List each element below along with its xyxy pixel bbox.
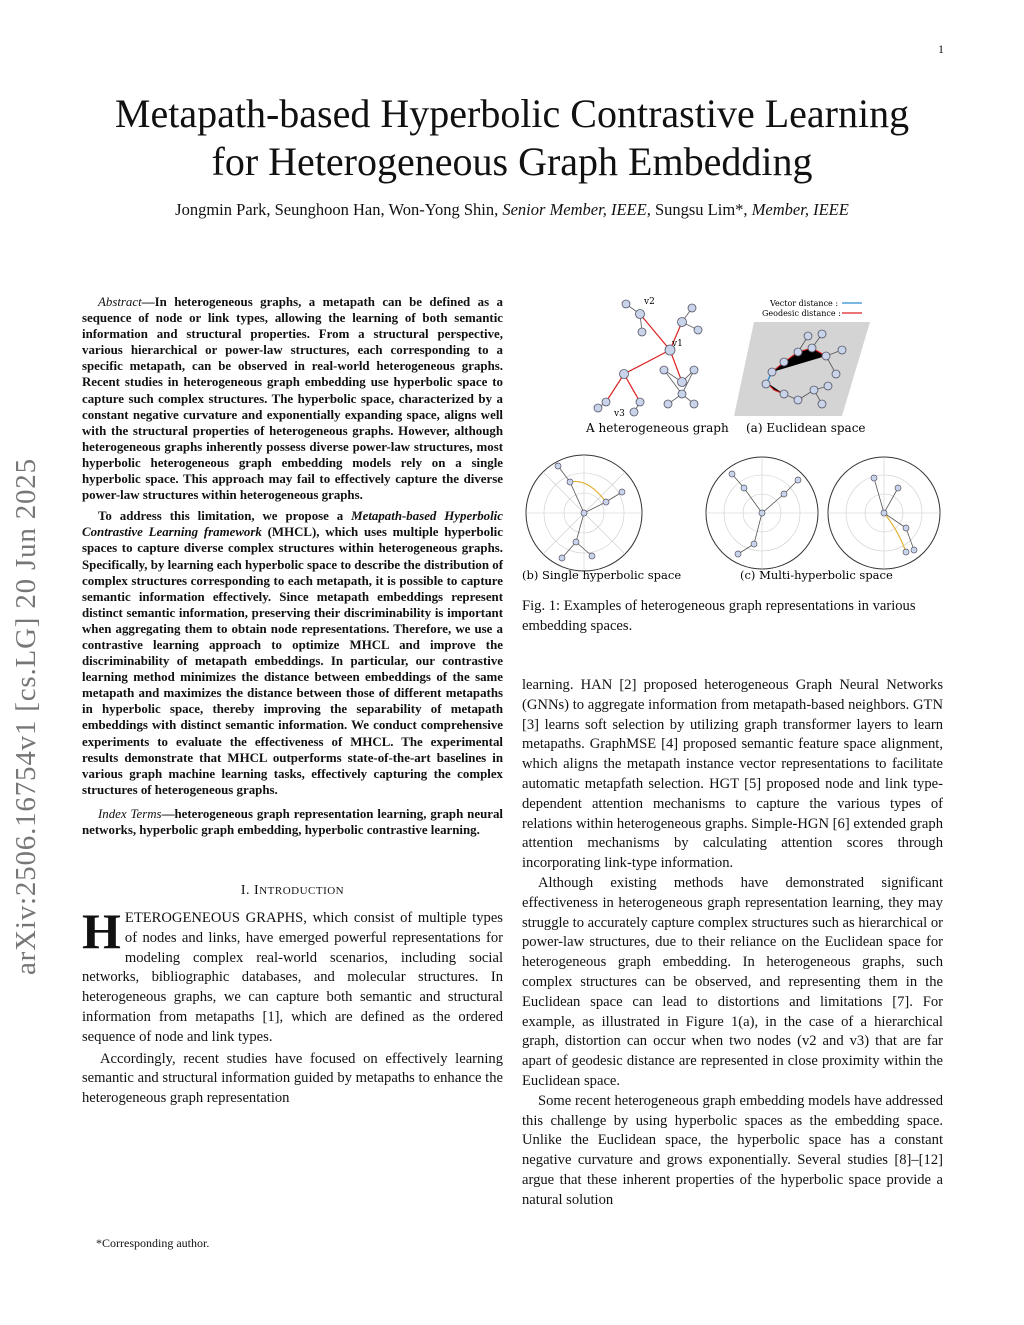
euclidean-space-diagram: [734, 299, 870, 435]
framework-name: Metapath-based Hyperbolic Contrastive Learning framework: [82, 509, 503, 540]
label-multi-hyperbolic: (c) Multi-hyperbolic space: [740, 568, 893, 582]
label-euclidean-space: (a) Euclidean space: [746, 421, 866, 435]
node-v2-label: v2: [644, 297, 655, 307]
single-hyperbolic-disk: [522, 455, 681, 582]
title-line-1: Metapath-based Hyperbolic Contrastive Learning: [114, 91, 910, 136]
drop-cap: H: [82, 903, 121, 960]
node-v1-label: v1: [672, 339, 683, 349]
node-v3-label: v3: [614, 409, 625, 419]
right-paragraph-3: Some recent heterogeneous graph embedding models have addressed this challenge by using hyperbolic spaces as the embedding space. Unlike the Euclidean space, the hyperbolic space has a constant negative curvature and grows exponentially. Several studies [8]–[12] argue that these inherent properties of the hyperbolic space provide a natural solution: [522, 1092, 943, 1208]
abstract-paragraph-2: [82, 508, 503, 798]
author-role-2: Member, IEEE: [751, 200, 849, 219]
figure-1-graphic: [522, 290, 946, 590]
figure-1-caption: Fig. 1: Examples of heterogeneous graph representations in various embedding spaces.: [522, 598, 916, 634]
intro-paragraph-2: Accordingly, recent studies have focused on effectively learning semantic and structural information guided by metapaths to enhance the heterogeneous graph representation: [82, 1050, 503, 1107]
index-terms-text: —heterogeneous graph representation learning, graph neural networks, hyperbolic graph embedding, hyperbolic contrastive learning.: [82, 806, 503, 837]
abstract-lead: Abstract: [98, 295, 142, 309]
abstract-p2-rest: (MHCL), which uses multiple hyperbolic spaces to capture diverse complex structures within heterogeneous graphs. Specifically, by learning each hyperbolic space to describe the distribution of complex structures corresponding to each metapath, it is possible to capture semantic information effectively. Since metapath embeddings represent distinct semantic information, preserving their discriminability is important when aggregating them to obtain node representations. Therefore, we use a contrastive learning approach to optimize MHCL and improve the discriminability of metapath embeddings. In particular, our contrastive learning method minimizes the distance between embeddings of the same metapath and maximizes the distance between those of different metapaths in hyperbolic space, thereby improving the separability of metapath embeddings with distinct semantic information. We conduct comprehensive experiments to evaluate the effectiveness of MHCL. The experimental results demonstrate that MHCL outperforms state-of-the-art baselines in various graph machine learning tasks, effectively capturing the complex structures of heterogeneous graphs.: [82, 525, 503, 797]
page-number: 1: [938, 42, 944, 56]
index-terms-lead: Index Terms: [98, 806, 162, 821]
author-list: [60, 200, 964, 220]
figure-1: [522, 290, 946, 590]
author-role-1: Senior Member, IEEE: [502, 200, 647, 219]
authors-part-1: Jongmin Park, Seunghoon Han, Won-Yong Shin,: [175, 200, 503, 219]
right-paragraph-2: Although existing methods have demonstrated significant effectiveness in heterogeneous graph representation learning, they may struggle to accurately capture complex structures such as hierarchical or power-law structures, due to their reliance on the Euclidean space for heterogeneous graph embedding. In heterogeneous graphs, such complex structures can be observed, and representing them in the Euclidean space can lead to distortions and limitations [7]. For example, as illustrated in Figure 1(a), in the case of a hierarchical graph, distortion can occur when two nodes (v2 and v3) that are far apart of geodesic distance are represented in close proximity within the Euclidean space.: [522, 874, 944, 1089]
footnote: *Corresponding author.: [96, 1236, 210, 1250]
legend-vector-distance: Vector distance :: [770, 299, 839, 308]
title-line-2: for Heterogeneous Graph Embedding: [211, 139, 813, 184]
abstract-p2-start: To address this limitation, we propose a: [98, 509, 352, 524]
right-column: [522, 676, 943, 1211]
heterogeneous-graph-diagram: [585, 297, 729, 435]
euclidean-plane: [734, 322, 870, 416]
paper-title: [60, 90, 964, 186]
arxiv-stamp[interactable]: arXiv:2506.16754v1 [cs.LG] 20 Jun 2025: [10, 458, 42, 975]
abstract: [82, 294, 503, 503]
authors-part-2: , Sungsu Lim*,: [646, 200, 752, 219]
index-terms: [82, 806, 503, 838]
intro-p1-text: ETEROGENEOUS GRAPHS, which consist of multiple types of nodes and links, have emerged powerful representations for modeling complex real-world scenarios, including social networks, bibliographic databases, and molecular structures. In heterogeneous graphs, we can capture both semantic and structural information from metapaths [1], which are defined as the ordered sequence of node and link types.: [82, 910, 503, 1045]
label-heterogeneous-graph: A heterogeneous graph: [586, 421, 729, 435]
legend-geodesic-distance: Geodesic distance :: [762, 309, 841, 318]
intro-paragraph-1: [82, 903, 503, 1048]
section-heading-introduction: I. INTRODUCTION: [240, 883, 345, 899]
left-column: [82, 294, 503, 1109]
multi-hyperbolic-disks: [706, 457, 940, 582]
label-single-hyperbolic: (b) Single hyperbolic space: [522, 568, 682, 582]
abstract-text: —In heterogeneous graphs, a metapath can be defined as a sequence of node or link types, allowing the learning of both semantic information and structural properties. From a structural perspective, various hierarchical or power-law structures, each corresponding to a specific metapath, can be observed in real-world heterogeneous graphs. Recent studies in heterogeneous graph embedding use hyperbolic space to capture such complex structures. The hyperbolic space, characterized by a constant negative curvature and exponentially expanding space, aligns well with the structural properties of heterogeneous graphs. However, although heterogeneous graphs inherently possess diverse power-law structures, most hyperbolic heterogeneous graph embedding models rely on a single hyperbolic space. This approach may fail to effectively capture the diverse power-law structures within heterogeneous graphs.: [82, 295, 503, 503]
right-paragraph-1: learning. HAN [2] proposed heterogeneous Graph Neural Networks (GNNs) to aggregate information from metapath-based neighbors. GTN [3] learns soft selection by utilizing graph transformer layers to learn metapaths. GraphMSE [4] proposed semantic feature space alignment, which aligns the metapath instance vector representations to facilitate automatic metapfath selection. HGT [5] proposed node and link type-dependent attention mechanisms to capture the various types of relations within heterogeneous graphs. Simple-HGN [6] extended graph attention mechanisms by calculating attention scores through incorporating link-type information.: [522, 677, 943, 872]
